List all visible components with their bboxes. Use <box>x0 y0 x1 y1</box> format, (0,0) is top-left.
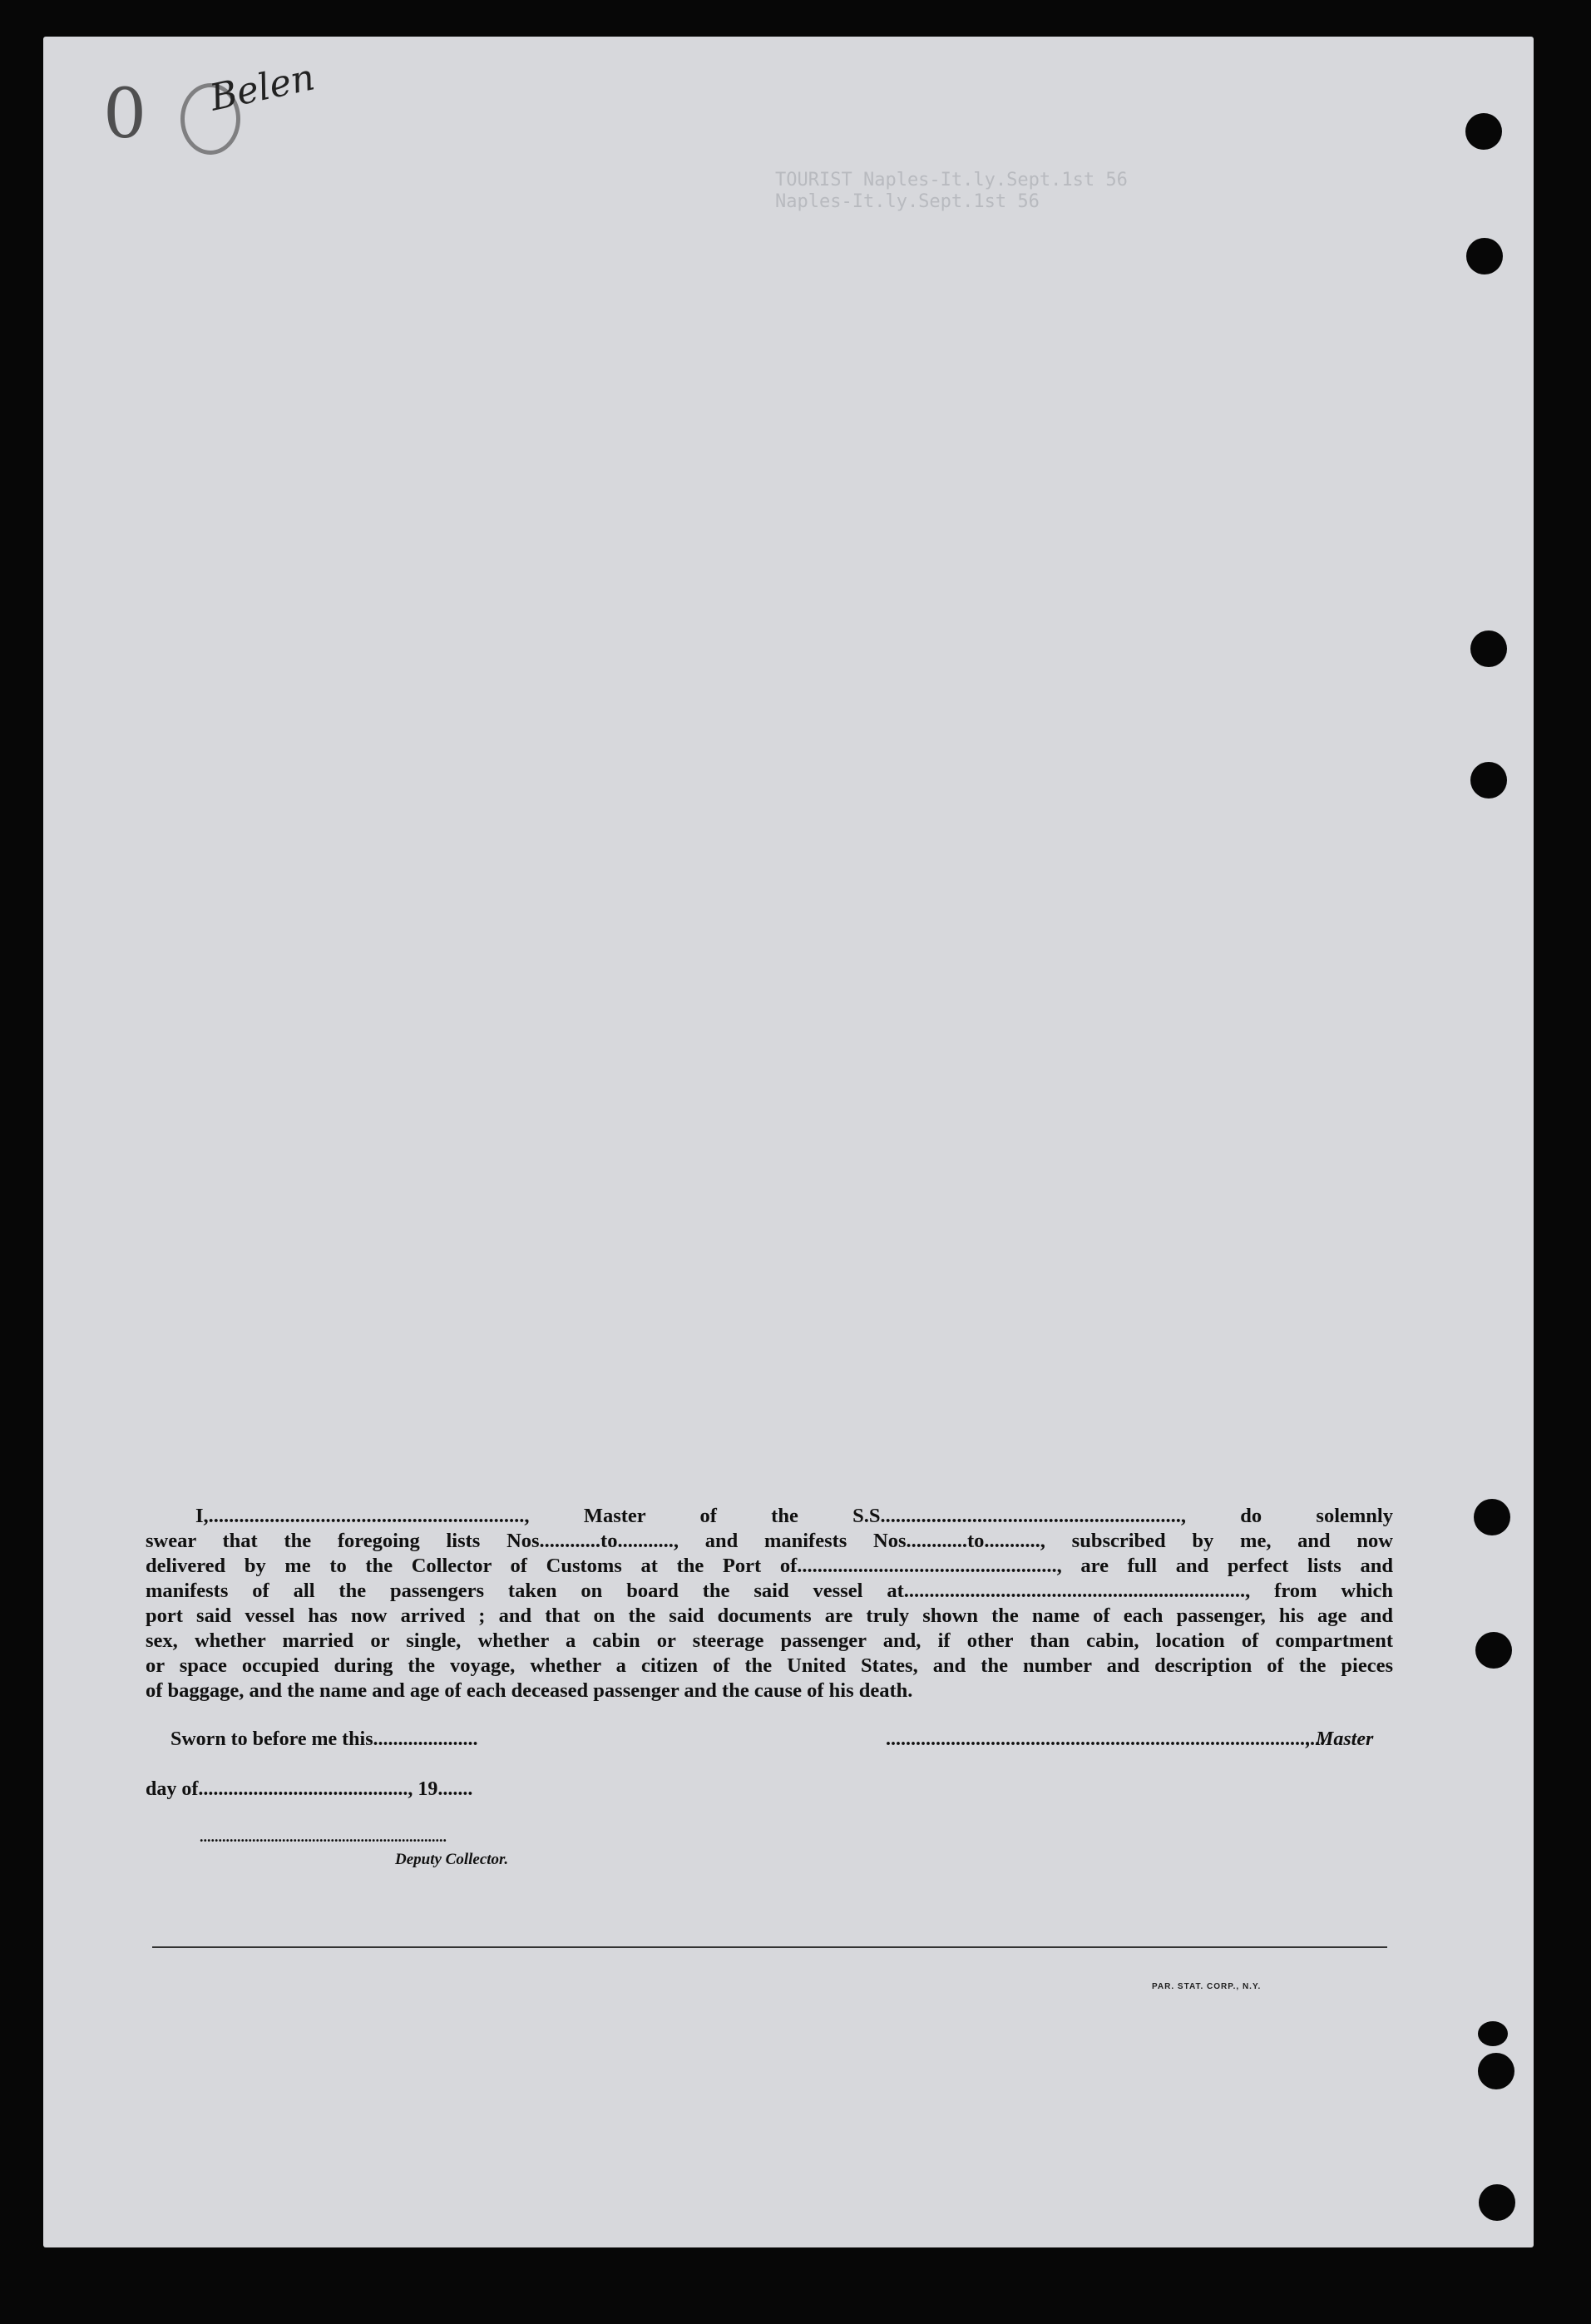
punch-hole <box>1474 1499 1510 1535</box>
bleedthrough-line: Naples-It.ly.Sept.1st 56 <box>775 191 1040 212</box>
margin-number: 0 <box>103 75 147 154</box>
punch-hole <box>1470 630 1507 667</box>
oath-line: delivered by me to the Collector of Customs at the Port of..................................................., are full and perfect lists and <box>146 1555 1393 1577</box>
punch-hole <box>1465 113 1502 150</box>
sworn-line: Sworn to before me this..................... <box>170 1728 478 1750</box>
document-page <box>43 37 1534 2247</box>
deputy-signature-line: .................................................................. <box>200 1828 447 1845</box>
punch-hole <box>1478 2053 1514 2089</box>
master-label: , Master <box>1306 1728 1374 1750</box>
bottom-rule <box>152 1946 1387 1948</box>
punch-hole <box>1479 2184 1515 2221</box>
punch-hole <box>1466 238 1503 274</box>
punch-hole <box>1478 2021 1508 2046</box>
bleedthrough-line: TOURIST Naples-It.ly.Sept.1st 56 <box>775 170 1128 190</box>
oath-line: sex, whether married or single, whether a cabin or steerage passenger and, if other than cabin, location of compartment <box>146 1629 1393 1652</box>
printer-imprint: PAR. STAT. CORP., N.Y. <box>1152 1982 1262 1991</box>
oath-line: or space occupied during the voyage, whether a citizen of the United States, and the number and description of the pieces <box>146 1654 1393 1677</box>
oath-line: of baggage, and the name and age of each deceased passenger and the cause of his death. <box>146 1679 913 1702</box>
oath-line: I,.............................................................., Master of the S.S..........................................................., do solemnly <box>195 1505 1393 1527</box>
punch-hole <box>1470 762 1507 799</box>
oath-line: manifests of all the passengers taken on board the said vessel at..................................................................., from which <box>146 1580 1393 1602</box>
oath-paragraph <box>146 1504 1393 1703</box>
oath-line: port said vessel has now arrived ; and that on the said documents are truly shown the name of each passenger, his age and <box>146 1605 1393 1627</box>
handwritten-name: Belen <box>206 56 319 120</box>
master-signature-line: ........................................................................................ <box>886 1728 1325 1750</box>
punch-hole <box>1475 1632 1512 1669</box>
deputy-collector-label: Deputy Collector. <box>395 1851 509 1868</box>
day-line: day of.........................................., 19....... <box>146 1778 473 1800</box>
oath-line: swear that the foregoing lists Nos............to..........., and manifests Nos............to..........., subscribed by me, and now <box>146 1530 1393 1552</box>
